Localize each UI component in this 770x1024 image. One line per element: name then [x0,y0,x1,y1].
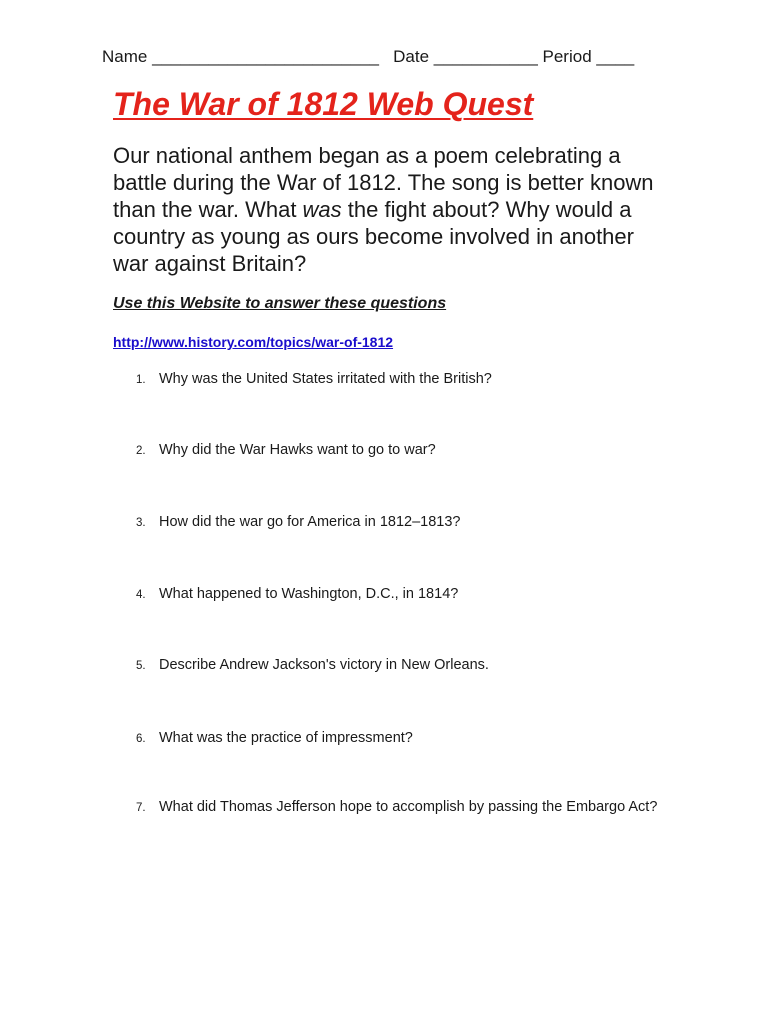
question-text: What did Thomas Jefferson hope to accomplish by passing the Embargo Act? [159,799,658,815]
question-text: What happened to Washington, D.C., in 1814? [159,586,459,602]
question-text: Why did the War Hawks want to go to war? [159,442,436,458]
website-link[interactable]: http://www.history.com/topics/war-of-1812 [113,334,394,350]
question-number: 1. [136,374,146,386]
intro-paragraph [113,142,673,277]
question-number: 4. [136,589,146,601]
question-number: 5. [136,660,146,672]
intro-text-start: Our national anthem began as a poem celebrating a battle during the War of 1812. The song is better known than the war. What [113,143,654,222]
intro-text-end: the fight about? Why would a country as young as ours become involved in another war against Britain? [113,197,634,276]
name-date-period-line: Name ________________________ Date ___________ Period ____ [102,47,635,66]
instruction-heading: Use this Website to answer these questions [113,295,447,312]
question-number: 7. [136,802,146,814]
intro-emphasis: was [302,197,342,222]
question-number: 2. [136,445,146,457]
question-number: 3. [136,517,146,529]
question-text: What was the practice of impressment? [159,730,413,746]
question-text: Describe Andrew Jackson's victory in New Orleans. [159,657,489,673]
question-text: Why was the United States irritated with the British? [159,371,492,387]
question-number: 6. [136,733,146,745]
question-text: How did the war go for America in 1812–1813? [159,514,461,530]
page-title: The War of 1812 Web Quest [113,86,534,122]
